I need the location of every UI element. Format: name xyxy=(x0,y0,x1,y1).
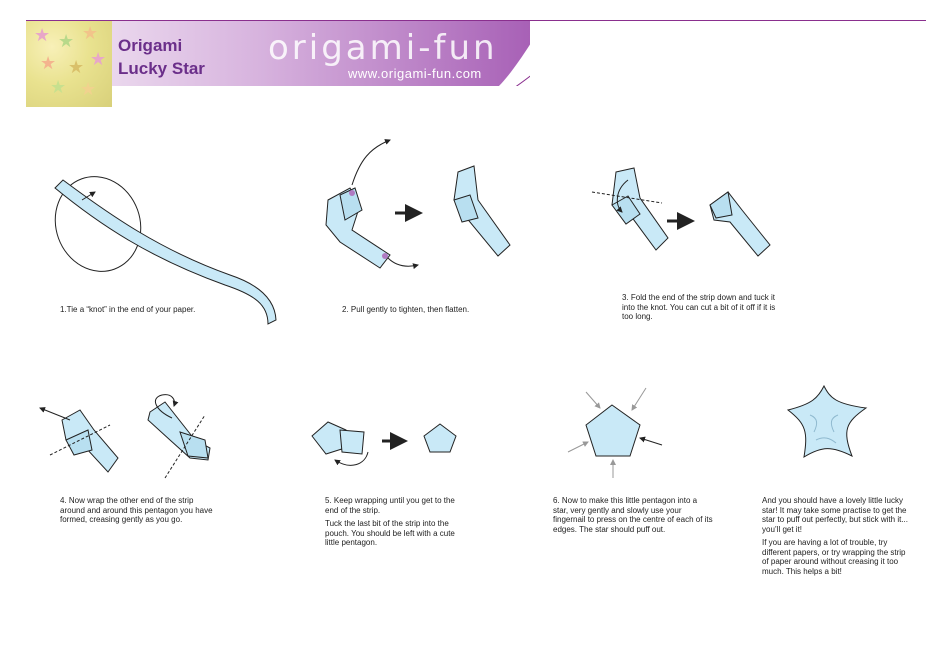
brand-wordmark: origami-fun xyxy=(268,28,498,68)
step3-diagram xyxy=(592,168,770,256)
step-4-caption xyxy=(60,496,220,529)
step-5-text-2: Tuck the last bit of the strip into the pouch. You should be left with a cute little pentagon. xyxy=(325,519,455,547)
step-5-caption xyxy=(325,496,455,552)
brand-url: www.origami-fun.com xyxy=(348,66,482,81)
final-text-2: If you are having a lot of trouble, try different papers, or try wrapping the strip of paper around without creasing it too much. This helps a bit! xyxy=(762,538,906,576)
step-6-text: 6. Now to make this little pentagon into a star, very gently and slowly use your fingernail to press on the centre of each of its edges. The star should puff out. xyxy=(553,496,713,534)
final-star-diagram xyxy=(788,386,866,457)
title-line-2: Lucky Star xyxy=(118,59,205,78)
step-5-text: 5. Keep wrapping until you get to the end of the strip. xyxy=(325,496,455,515)
step-1-text: 1.Tie a “knot” in the end of your paper. xyxy=(60,305,196,314)
final-caption xyxy=(762,496,908,580)
step1-diagram xyxy=(42,165,276,324)
title-line-1: Origami xyxy=(118,36,183,55)
final-text: And you should have a lovely little lucky star! It may take some practise to get the star to puff out perfectly, but stick with it... you’ll get it! xyxy=(762,496,908,534)
step5-diagram xyxy=(312,422,456,465)
step-1-caption xyxy=(60,305,240,319)
step2-diagram xyxy=(326,140,510,268)
step-2-text: 2. Pull gently to tighten, then flatten. xyxy=(342,305,470,314)
star-photo: ★ ★ ★ ★ ★ ★ ★ ★ xyxy=(26,21,112,107)
step-6-caption xyxy=(553,496,713,538)
step4-diagram xyxy=(40,395,210,478)
step-4-text: 4. Now wrap the other end of the strip around and around this pentagon you have formed, creasing gently as you go. xyxy=(60,496,213,524)
step-3-caption xyxy=(622,293,782,326)
step6-diagram xyxy=(568,388,662,478)
step-2-caption xyxy=(342,305,522,319)
step-3-text: 3. Fold the end of the strip down and tuck it into the knot. You can cut a bit of it off if it is too long. xyxy=(622,293,776,321)
